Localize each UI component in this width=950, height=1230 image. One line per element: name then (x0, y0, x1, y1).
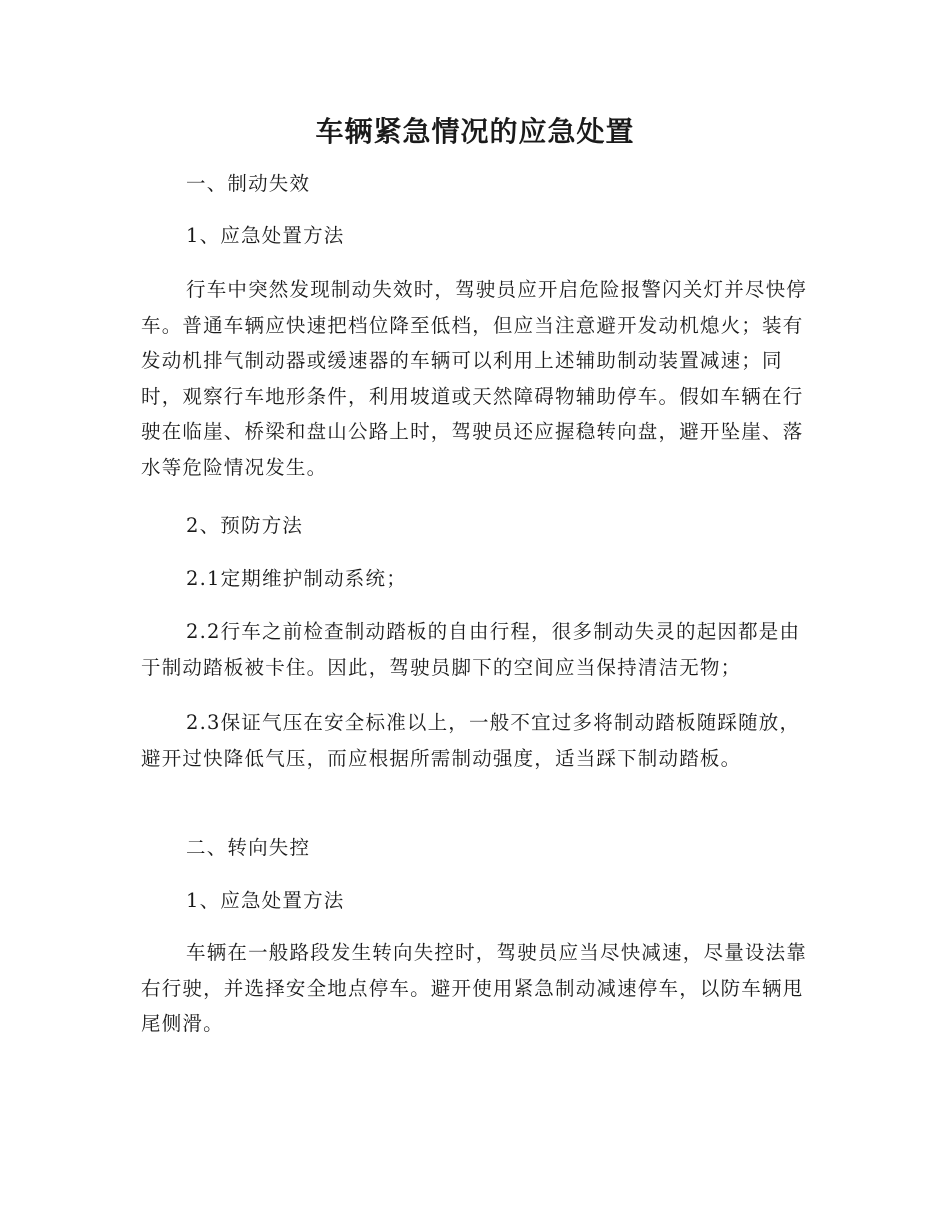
section-heading-steering-failure: 二、转向失控 (186, 836, 311, 859)
list-item-2-1: 2.1定期维护制动系统； (186, 567, 407, 590)
list-item-2-2: 2.2行车之前检查制动踏板的自由行程，很多制动失灵的起因都是由于制动踏板被卡住。因此，驾驶员脚下的空间应当保持清洁无物； (141, 620, 801, 679)
list-item-2-3: 2.3保证气压在安全标准以上，一般不宜过多将制动踏板随踩随放，避开过快降低气压，而应根据所需制动强度，适当踩下制动踏板。 (141, 711, 801, 770)
subsection-heading-prevention: 2、预防方法 (186, 514, 304, 537)
paragraph-steering-failure-method: 车辆在一般路段发生转向失控时，驾驶员应当尽快减速，尽量设法靠右行驶，并选择安全地点停车。避开使用紧急制动减速停车，以防车辆甩尾侧滑。 (141, 941, 808, 1035)
document-title: 车辆紧急情况的应急处置 (315, 115, 635, 148)
subsection-heading-emergency-method: 1、应急处置方法 (186, 224, 345, 247)
subsection-heading-emergency-method-2: 1、应急处置方法 (186, 889, 345, 912)
section-heading-brake-failure: 一、制动失效 (186, 172, 311, 195)
paragraph-brake-failure-method: 行车中突然发现制动失效时，驾驶员应开启危险报警闪关灯并尽快停车。普通车辆应快速把档位降至低档，但应当注意避开发动机熄火；装有发动机排气制动器或缓速器的车辆可以利用上述辅助制动装置减速；同时，观察行车地形条件，利用坡道或天然障碍物辅助停车。假如车辆在行驶在临崖、桥梁和盘山公路上时，驾驶员还应握稳转向盘，避开坠崖、落水等危险情况发生。 (141, 278, 808, 479)
